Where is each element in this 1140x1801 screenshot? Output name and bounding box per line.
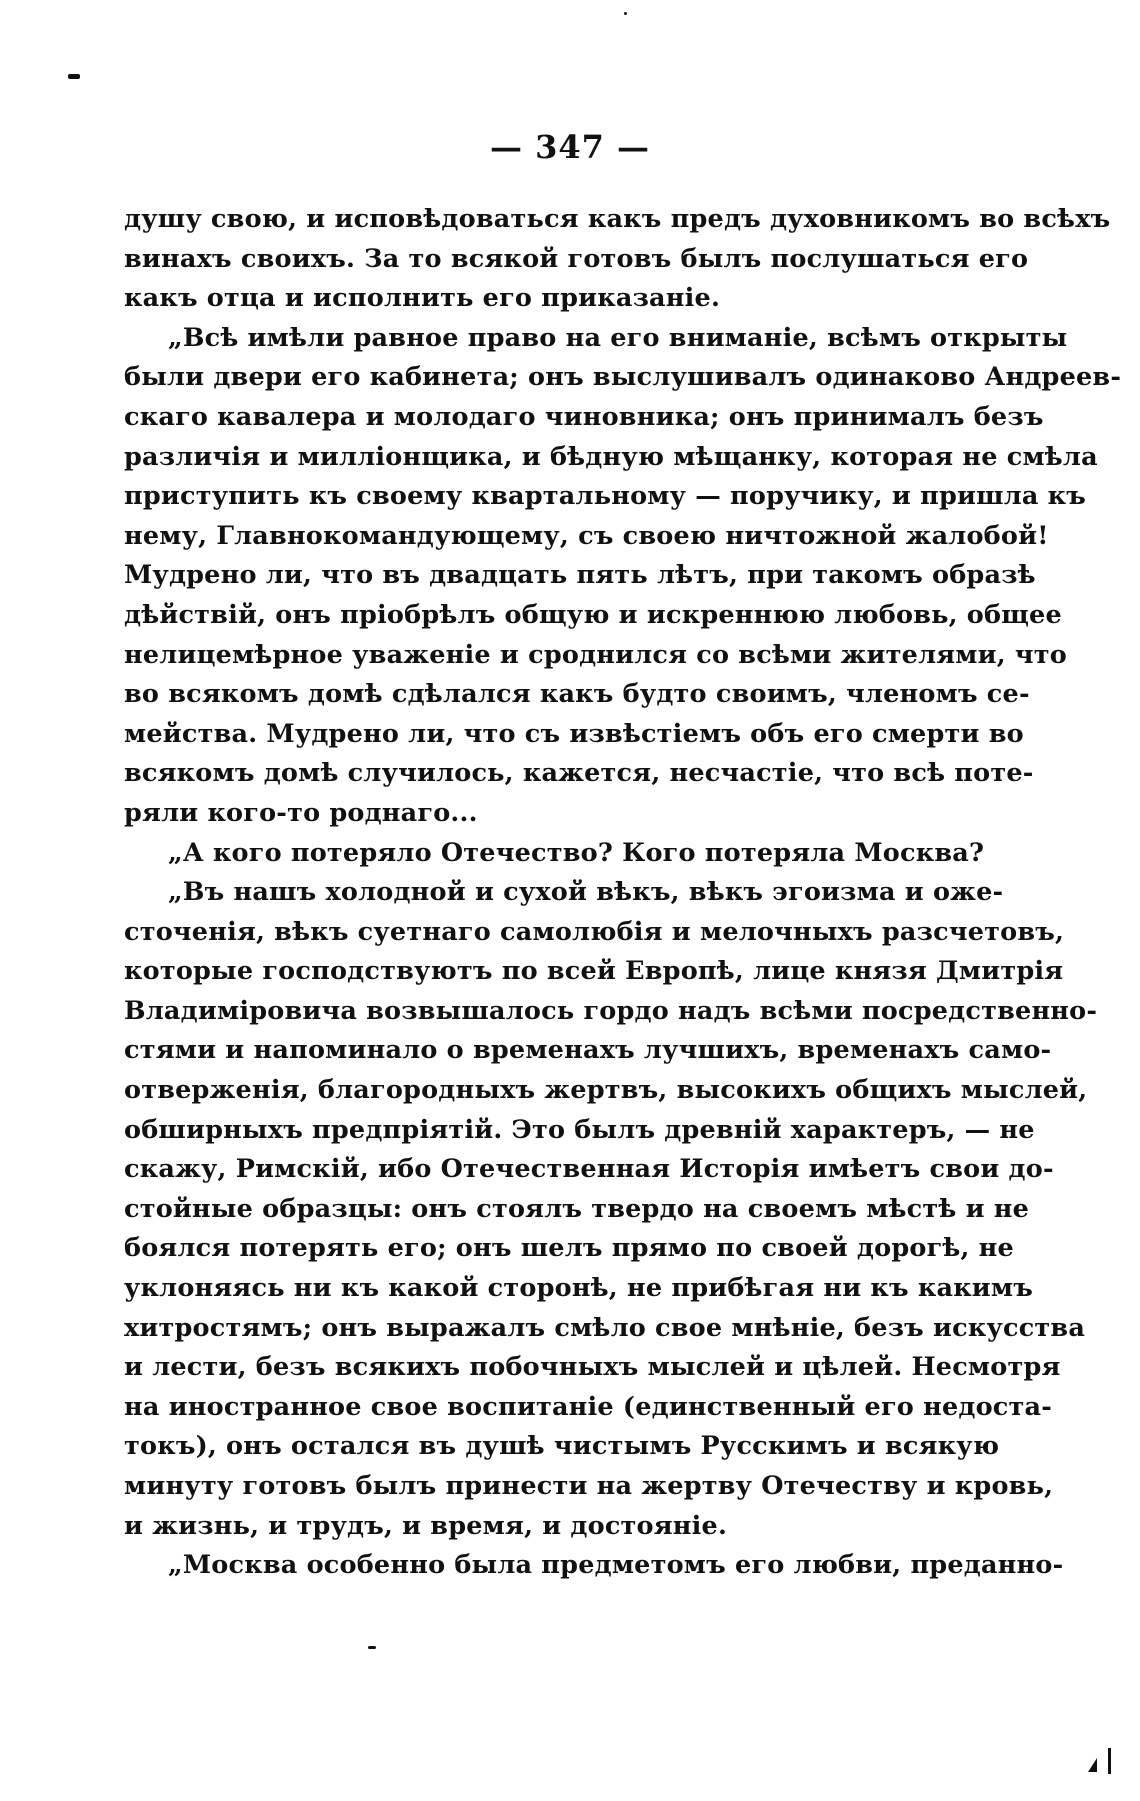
corner-bar-icon [1108, 1748, 1111, 1774]
text-line: какъ отца и исполнить его приказаніе. [124, 283, 721, 314]
text-line: „Въ нашъ холодной и сухой вѣкъ, вѣкъ эгоизма и оже- [168, 877, 1004, 908]
text-line: „Всѣ имѣли равное право на его вниманіе, всѣмъ открыты [168, 322, 1068, 353]
text-line: мейства. Мудрено ли, что съ извѣстіемъ объ его смерти во [124, 718, 1024, 749]
text-line: скаго кавалера и молодаго чиновника; онъ принималъ безъ [124, 401, 1044, 432]
text-line: различія и милліонщика, и бѣдную мѣщанку, которая не смѣла [124, 441, 1098, 472]
text-line: приступить къ своему квартальному — поручику, и пришла къ [124, 481, 1087, 512]
text-line: нелицемѣрное уваженіе и сроднился со всѣми жителями, что [124, 639, 1067, 670]
text-line: „А кого потеряло Отечество? Кого потеряла Москва? [168, 837, 985, 868]
text-line: уклоняясь ни къ какой сторонѣ, не прибѣгая ни къ какимъ [124, 1273, 1034, 1304]
text-line: душу свою, и исповѣдоваться какъ предъ духовникомъ во всѣхъ [124, 204, 1111, 234]
text-line: винахъ своихъ. За то всякой готовъ былъ послушаться его [124, 243, 1029, 274]
text-line: Владиміровича возвышалось гордо надъ всѣми посредственно- [124, 995, 1098, 1026]
text-line: нему, Главнокомандующему, съ своею ничтожной жалобой! [124, 520, 1049, 551]
text-line: стями и напоминало о временахъ лучшихъ, временахъ само- [124, 1035, 1052, 1066]
body-text [124, 200, 1122, 1586]
text-line: Мудрено ли, что въ двадцать пять лѣтъ, при такомъ образѣ [124, 560, 1036, 591]
text-line: дѣйствій, онъ пріобрѣлъ общую и искреннюю любовь, общее [124, 599, 1062, 630]
text-line: всякомъ домѣ случилось, кажется, несчастіе, что всѣ поте- [124, 758, 1034, 789]
ink-speck [368, 1646, 376, 1649]
text-line: которые господствуютъ по всей Европѣ, лице князя Дмитрія [124, 956, 1064, 987]
ink-speck [624, 12, 627, 15]
text-line: и жизнь, и трудъ, и время, и достояніе. [124, 1510, 728, 1541]
corner-mark-icon [1088, 1758, 1097, 1772]
text-line: скажу, Римскій, ибо Отечественная Исторія имѣетъ свои до- [124, 1154, 1054, 1185]
text-line: минуту готовъ былъ принести на жертву Отечеству и кровь, [124, 1471, 1054, 1501]
text-line: сточенія, вѣкъ суетнаго самолюбія и мелочныхъ разсчетовъ, [124, 916, 1065, 947]
ink-speck [68, 74, 80, 79]
text-line: на иностранное свое воспитаніе (единственный его недоста- [124, 1391, 1053, 1422]
text-line: боялся потерять его; онъ шелъ прямо по своей дорогѣ, не [124, 1233, 1014, 1264]
text-line: и лести, безъ всякихъ побочныхъ мыслей и цѣлей. Несмотря [124, 1352, 1061, 1383]
text-line: во всякомъ домѣ сдѣлался какъ будто своимъ, членомъ се- [124, 679, 1030, 710]
text-line: ряли кого-то роднаго... [124, 797, 478, 828]
text-line: „Москва особенно была предметомъ его любви, преданно- [168, 1550, 1064, 1581]
text-line: отверженія, благородныхъ жертвъ, высокихъ общихъ мыслей, [124, 1075, 1088, 1106]
text-line: хитростямъ; онъ выражалъ смѣло свое мнѣніе, безъ искусства [124, 1312, 1086, 1343]
text-line: обширныхъ предпріятій. Это былъ древній характеръ, — не [124, 1114, 1035, 1145]
page-number: — 347 — [489, 128, 651, 166]
text-line: стойные образцы: онъ стоялъ твердо на своемъ мѣстѣ и не [124, 1193, 1030, 1224]
text-line: токъ), онъ остался въ душѣ чистымъ Русскимъ и всякую [124, 1431, 1000, 1462]
text-line: были двери его кабинета; онъ выслушивалъ одинаково Андреев- [124, 362, 1122, 393]
